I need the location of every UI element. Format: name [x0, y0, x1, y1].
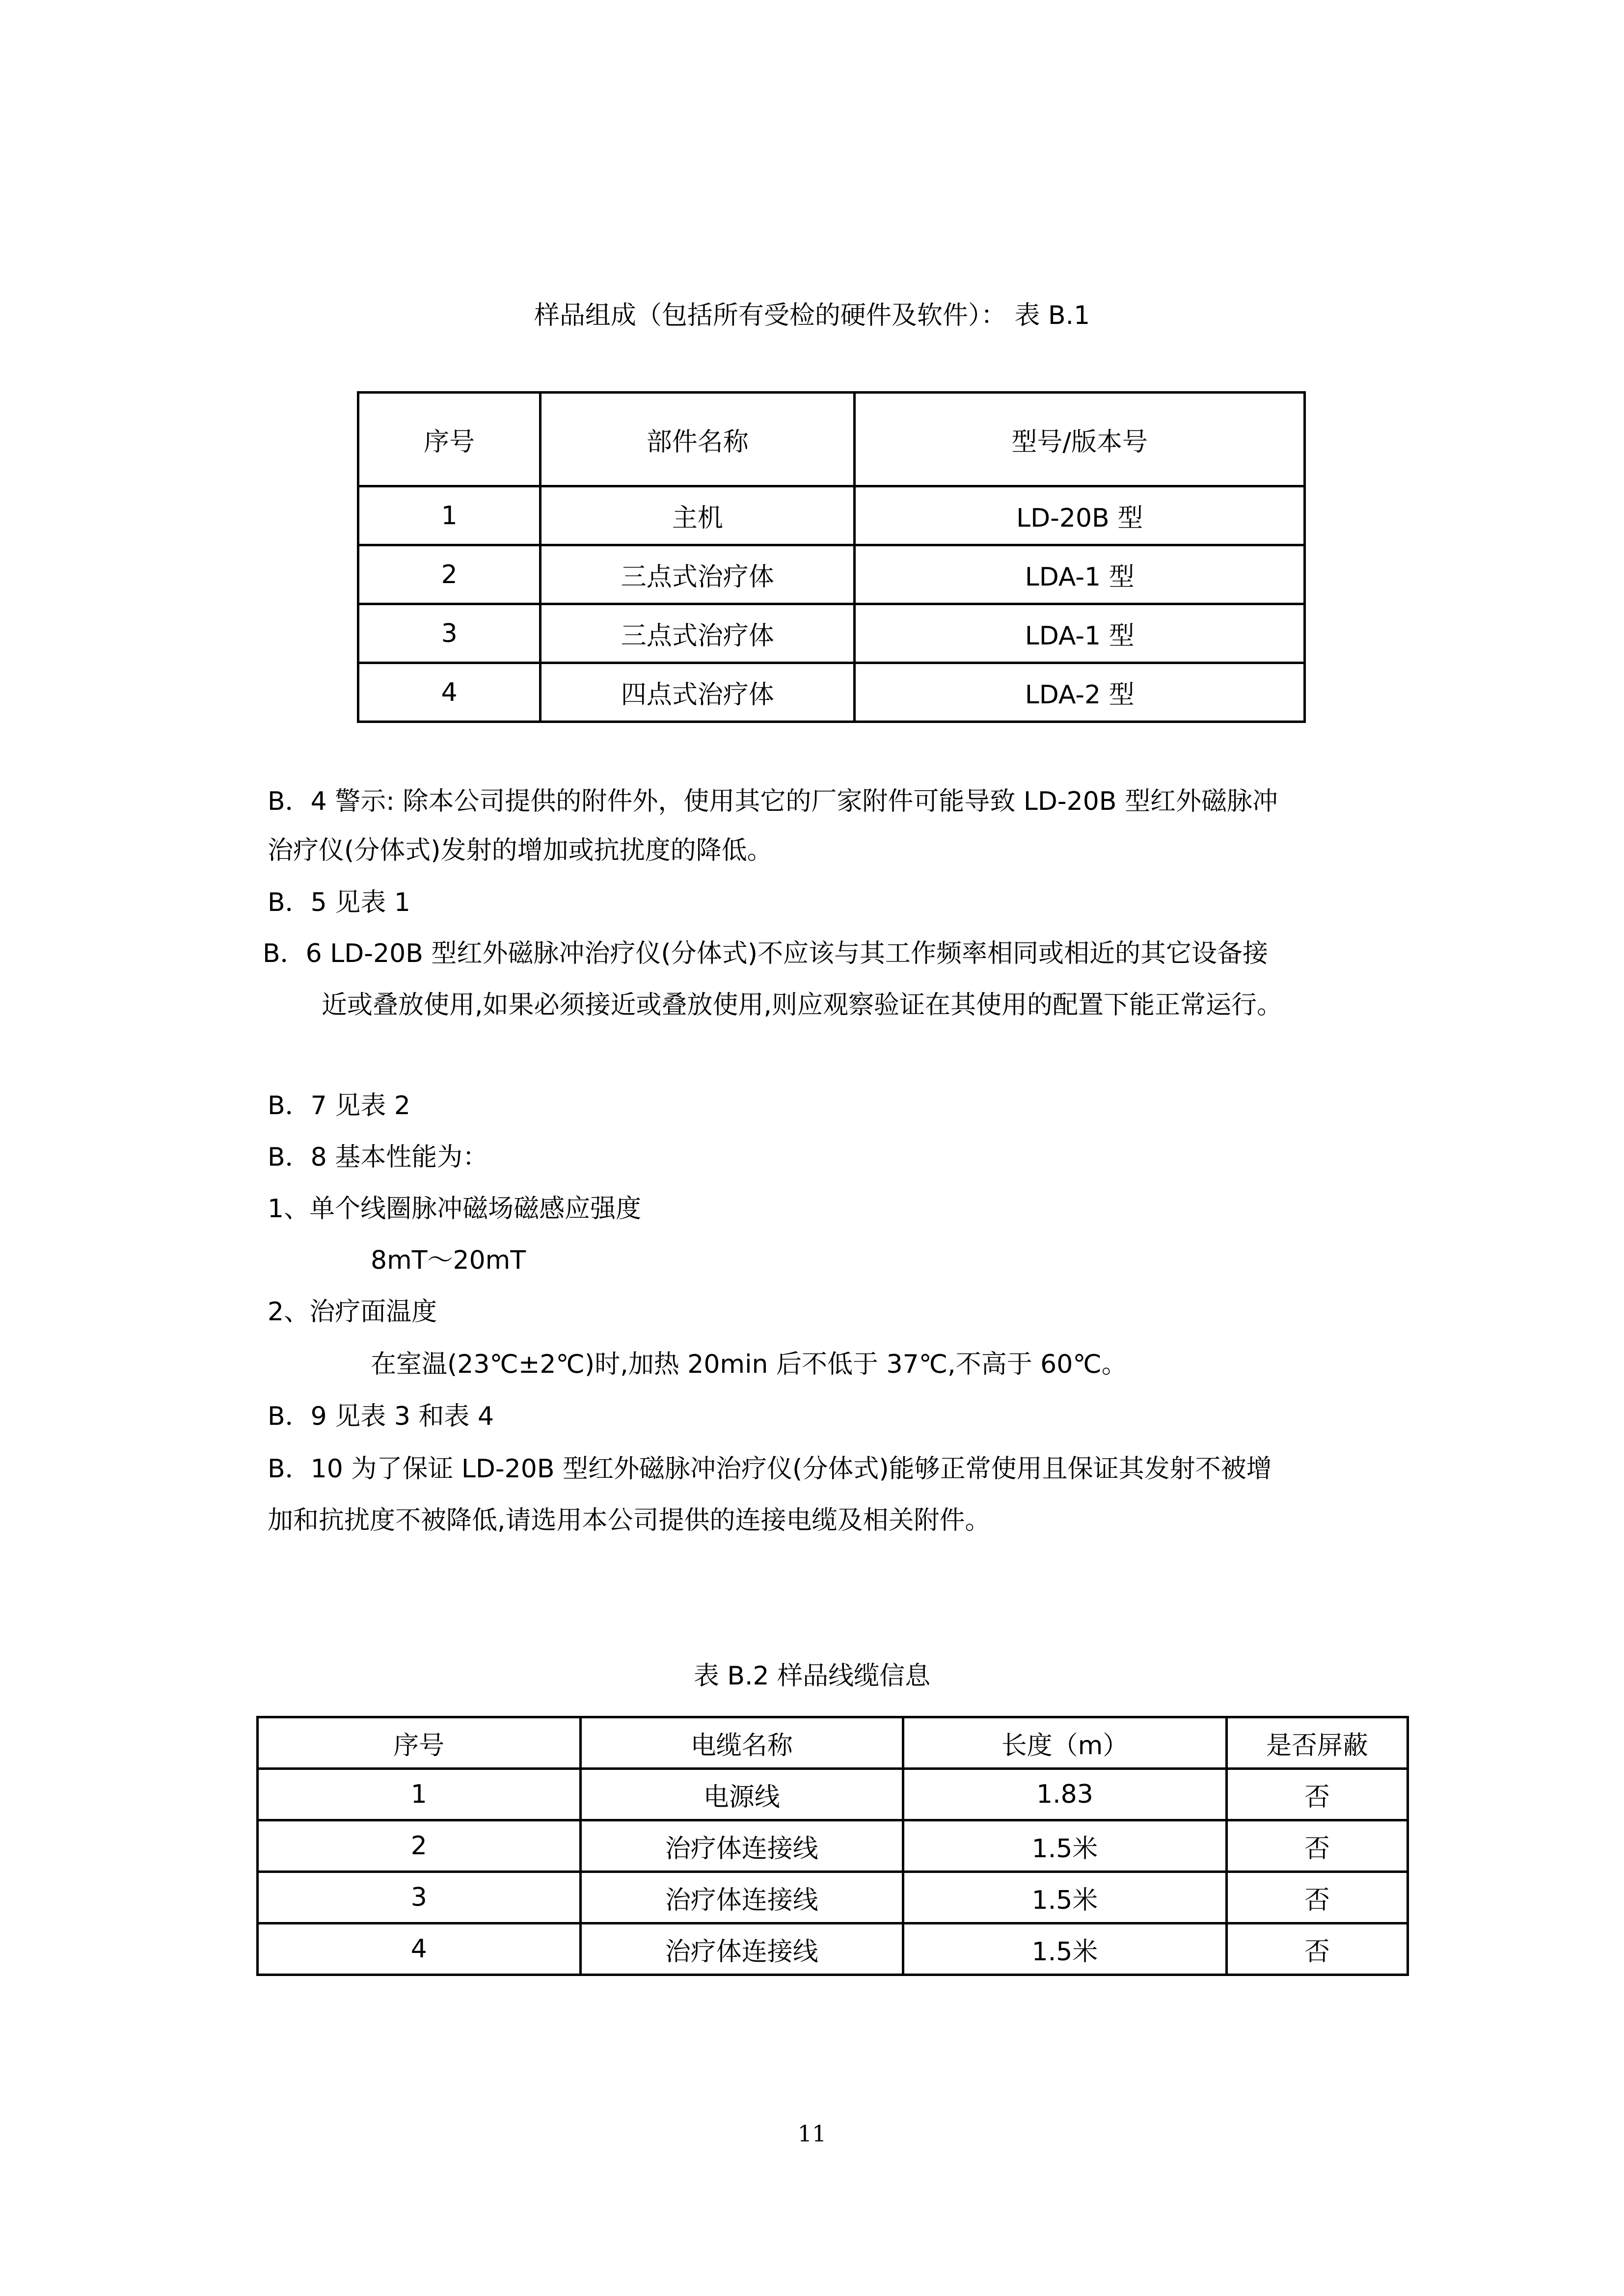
header-cell: 电缆名称 [580, 1717, 903, 1769]
table-cell: 4 [358, 663, 541, 722]
list-item-1: 1、单个线圈脉冲磁场磁感应强度 [268, 1194, 642, 1224]
table-cell: 1.5米 [903, 1923, 1227, 1975]
table-cell: 1.83 [903, 1769, 1227, 1820]
list-item-2: 2、治疗面温度 [268, 1297, 437, 1327]
table-cell: LDA-1 型 [855, 604, 1305, 663]
table-b1-caption: 样品组成（包括所有受检的硬件及软件）： 表 B.1 [534, 301, 1090, 330]
list-item-1-value: 8mT～20mT [371, 1246, 526, 1275]
paragraph-b7: B．7 见表 2 [268, 1091, 410, 1121]
header-cell: 型号/版本号 [855, 393, 1305, 486]
page-number: 11 [797, 2120, 827, 2147]
table-row [358, 663, 1305, 722]
paragraph-b10-line2: 加和抗扰度不被降低,请选用本公司提供的连接电缆及相关附件。 [268, 1506, 991, 1535]
header-cell: 序号 [358, 393, 541, 486]
paragraph-b8: B．8 基本性能为： [268, 1143, 488, 1172]
paragraph-b9: B．9 见表 3 和表 4 [268, 1402, 494, 1431]
table-header-row [258, 1717, 1408, 1769]
table-row [258, 1820, 1408, 1872]
table-cell: 3 [358, 604, 541, 663]
table-cell: 电源线 [580, 1769, 903, 1820]
paragraph-b4-line1: B．4 警示: 除本公司提供的附件外，使用其它的厂家附件可能导致 LD-20B 型红外磁脉冲 [268, 787, 1278, 816]
table-header-row [358, 393, 1305, 486]
table-cell: 否 [1226, 1923, 1407, 1975]
table-cell: 三点式治疗体 [541, 545, 855, 604]
table-cell: 四点式治疗体 [541, 663, 855, 722]
table-row [358, 545, 1305, 604]
table-row [258, 1872, 1408, 1923]
paragraph-b10-line1: B．10 为了保证 LD-20B 型红外磁脉冲治疗仪(分体式)能够正常使用且保证其发射不被增 [268, 1454, 1272, 1484]
table-cell: 2 [258, 1820, 581, 1872]
table-b2-caption: 表 B.2 样品线缆信息 [693, 1661, 931, 1691]
table-cell: 1 [258, 1769, 581, 1820]
table-cell: 否 [1226, 1820, 1407, 1872]
table-cell: 三点式治疗体 [541, 604, 855, 663]
table-cell: 治疗体连接线 [580, 1872, 903, 1923]
table-cell: 4 [258, 1923, 581, 1975]
table-cell: 1.5米 [903, 1872, 1227, 1923]
list-item-2-value: 在室温(23℃±2℃)时,加热 20min 后不低于 37℃,不高于 60℃。 [371, 1350, 1127, 1379]
header-cell: 部件名称 [541, 393, 855, 486]
table-b1 [357, 391, 1306, 723]
table-cell: 否 [1226, 1872, 1407, 1923]
table-cell: 2 [358, 545, 541, 604]
table-cell: 治疗体连接线 [580, 1820, 903, 1872]
table-cell: 1 [358, 486, 541, 545]
table-cell: 治疗体连接线 [580, 1923, 903, 1975]
header-cell: 序号 [258, 1717, 581, 1769]
paragraph-b4-line2: 治疗仪(分体式)发射的增加或抗扰度的降低。 [268, 836, 773, 865]
table-row [358, 486, 1305, 545]
table-cell: 3 [258, 1872, 581, 1923]
table-row [358, 604, 1305, 663]
paragraph-b6-line1: B．6 LD-20B 型红外磁脉冲治疗仪(分体式)不应该与其工作频率相同或相近的其它设备接 [263, 939, 1269, 968]
table-cell: LD-20B 型 [855, 486, 1305, 545]
table-cell: 主机 [541, 486, 855, 545]
table-row [258, 1769, 1408, 1820]
table-row [258, 1923, 1408, 1975]
header-cell: 是否屏蔽 [1226, 1717, 1407, 1769]
paragraph-b6-line2: 近或叠放使用,如果必须接近或叠放使用,则应观察验证在其使用的配置下能正常运行。 [322, 990, 1283, 1020]
paragraph-b5: B．5 见表 1 [268, 888, 410, 917]
table-cell: LDA-2 型 [855, 663, 1305, 722]
table-cell: 1.5米 [903, 1820, 1227, 1872]
table-cell: 否 [1226, 1769, 1407, 1820]
header-cell: 长度（m） [903, 1717, 1227, 1769]
table-cell: LDA-1 型 [855, 545, 1305, 604]
table-b2 [256, 1716, 1409, 1976]
